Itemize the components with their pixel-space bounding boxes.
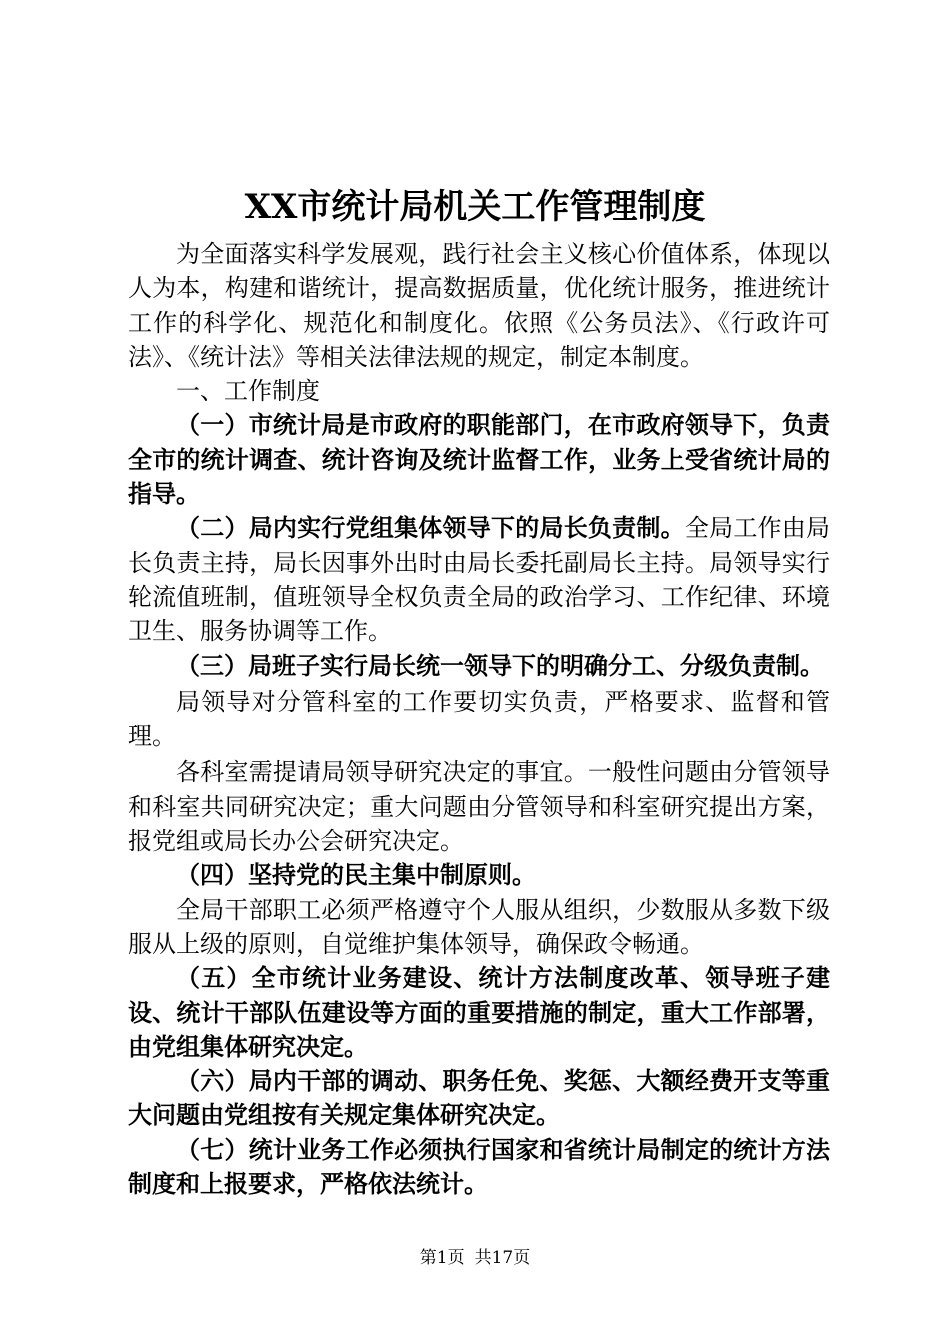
document-body: [128, 237, 830, 1201]
item-4-heading: （四）坚持党的民主集中制原则。: [176, 861, 536, 890]
page-number: 第1页: [419, 1248, 465, 1268]
section-heading-work-system: 一、工作制度: [176, 377, 320, 406]
document-title: XX市统计局机关工作管理制度: [244, 187, 706, 227]
item-2-text: 全局工作由局长负责主持，局长因事外出时由局长委托副局长主持。局领导实行轮流值班制，值班领导全权负责全局的政治学习、工作纪律、环境卫生、服务协调等工作。: [128, 514, 831, 646]
item-3-heading: （三）局班子实行局长统一领导下的明确分工、分级负责制。: [176, 651, 824, 680]
item-6-paragraph: （六）局内干部的调动、职务任免、奖惩、大额经费开支等重大问题由党组按有关规定集体研究决定。: [128, 1067, 830, 1130]
item-1-paragraph: （一）市统计局是市政府的职能部门，在市政府领导下，负责全市的统计调查、统计咨询及统计监督工作，业务上受省统计局的指导。: [128, 411, 830, 509]
item-4-paragraph-1: 全局干部职工必须严格遵守个人服从组织，少数服从多数下级服从上级的原则，自觉维护集体领导，确保政令畅通。: [128, 895, 830, 958]
item-3-paragraph-1: 局领导对分管科室的工作要切实负责，严格要求、监督和管理。: [128, 687, 830, 751]
item-7-paragraph: （七）统计业务工作必须执行国家和省统计局制定的统计方法制度和上报要求，严格依法统计。: [128, 1135, 830, 1199]
item-3-paragraph-2: 各科室需提请局领导研究决定的事宜。一般性问题由分管领导和科室共同研究决定；重大问题由分管领导和科室研究提出方案，报党组或局长办公会研究决定。: [128, 758, 830, 856]
intro-paragraph: 为全面落实科学发展观，践行社会主义核心价值体系，体现以人为本，构建和谐统计，提高数据质量，优化统计服务，推进统计工作的科学化、规范化和制度化。依照《公务员法》、《行政许可法》、《统计法》等相关法律法规的规定，制定本制度。: [128, 240, 830, 371]
item-2-paragraph: [128, 511, 830, 648]
page-total: 共17页: [474, 1248, 531, 1268]
item-5-paragraph: （五）全市统计业务建设、统计方法制度改革、领导班子建设、统计干部队伍建设等方面的重要措施的制定，重大工作部署，由党组集体研究决定。: [128, 964, 830, 1061]
item-2-heading: （二）局内实行党组集体领导下的局长负责制。: [176, 514, 685, 543]
page-footer: [0, 1247, 950, 1269]
